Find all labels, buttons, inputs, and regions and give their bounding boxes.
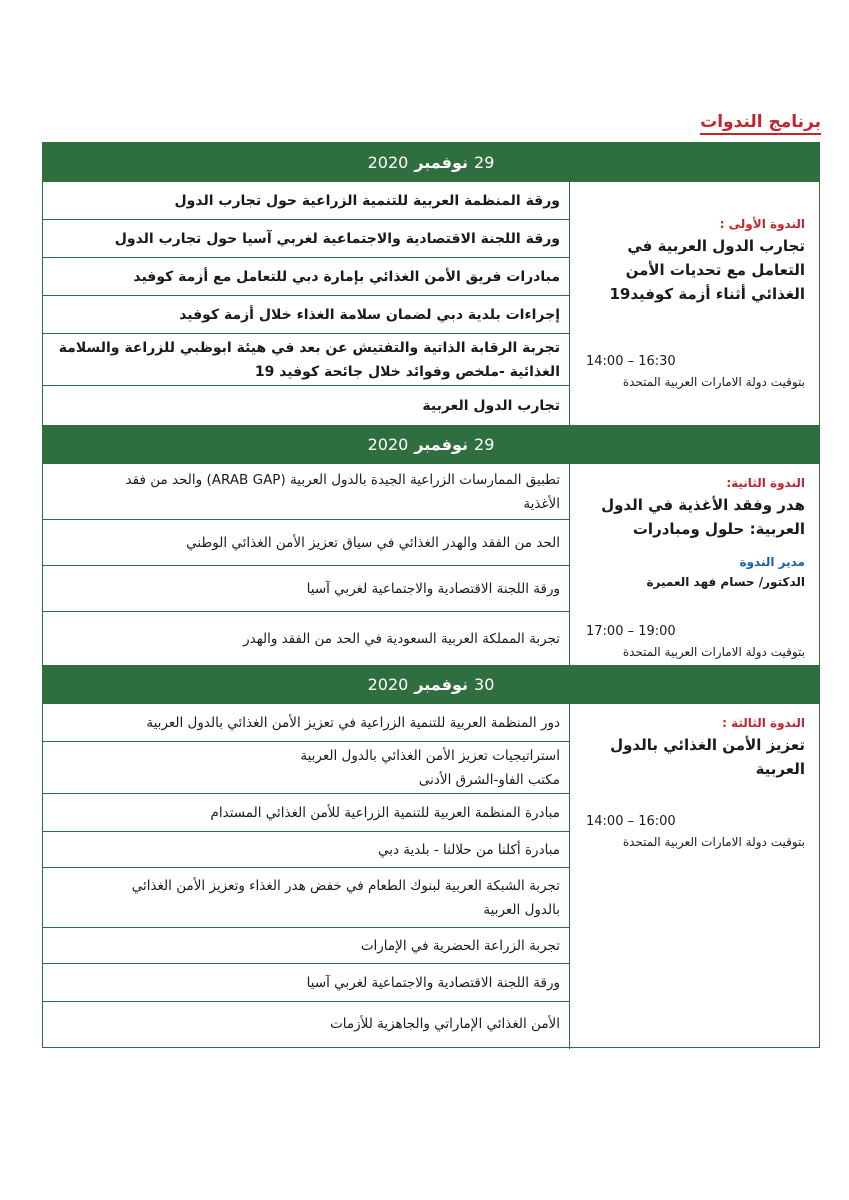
agenda-item-line: الأغذية: [523, 495, 560, 512]
agenda-item-line: تجارب الدول العربية: [422, 397, 560, 414]
session-label: الندوة الثانية:: [726, 476, 805, 490]
agenda-item-line: بالدول العربية: [483, 901, 560, 918]
date-year: 2020: [367, 153, 409, 172]
agenda-items: [43, 182, 570, 425]
moderator-name: الدكتور/ حسام فهد العميرة: [646, 575, 805, 589]
date-year: 2020: [367, 675, 409, 694]
session-title: تجارب الدول العربية في التعامل مع تحديات الأمن الغذائي أثناء أزمة كوفيد19: [609, 237, 805, 303]
agenda-item: [43, 742, 570, 794]
agenda-item: [43, 612, 570, 665]
date-month: نوفمبر: [414, 153, 469, 172]
date-day: 30: [474, 675, 495, 694]
session-title: هدر وفقد الأغذية في الدول العربية: حلول ومبادرات: [601, 496, 805, 538]
agenda-item-line: ورقة اللجنة الاقتصادية والاجتماعية لغربي آسيا حول تجارب الدول: [114, 230, 560, 247]
agenda-item: [43, 386, 570, 425]
agenda-item: [43, 258, 570, 296]
agenda-item: [43, 220, 570, 258]
agenda-item-line: استراتيجيات تعزيز الأمن الغذائي بالدول العربية: [300, 747, 560, 764]
session-heading: [578, 716, 805, 781]
agenda-item-line: مبادرة أكلنا من حلالنا - بلدية دبي: [377, 841, 560, 858]
agenda-item: [43, 832, 570, 868]
agenda-items: [43, 464, 570, 665]
date-day: 29: [474, 435, 495, 454]
agenda-item-line: مكتب الفاو-الشرق الأدنى: [418, 771, 560, 788]
date-month: نوفمبر: [414, 435, 469, 454]
session-heading: [578, 217, 805, 306]
session-info: [569, 464, 819, 665]
agenda-item-line: تجربة المملكة العربية السعودية في الحد من الفقد والهدر: [243, 630, 560, 647]
session-timezone: بتوقيت دولة الامارات العربية المتحدة: [622, 645, 805, 659]
session-heading: [578, 476, 805, 589]
page-title: برنامج الندوات: [700, 112, 821, 135]
date-month: نوفمبر: [414, 675, 469, 694]
agenda-item: [43, 182, 570, 220]
session-timezone: بتوقيت دولة الامارات العربية المتحدة: [622, 835, 805, 849]
agenda-item-line: تجربة الرقابة الذاتية والتفتيش عن بعد في هيئة ابوظبي للزراعة والسلامة: [58, 339, 560, 356]
agenda-item-line: مبادرات فريق الأمن الغذائي بإمارة دبي للتعامل مع أزمة كوفيد: [133, 268, 560, 285]
moderator-label: مدير الندوة: [739, 555, 805, 569]
agenda-item-line: ورقة المنظمة العربية للتنمية الزراعية حول تجارب الدول: [174, 192, 560, 209]
agenda-item-line: الغذائية -ملخص وفوائد خلال جائحة كوفيد 19: [254, 363, 560, 380]
session-info: [569, 704, 819, 1049]
agenda-item-line: تطبيق الممارسات الزراعية الجيدة بالدول العربية (ARAB GAP) والحد من فقد: [125, 471, 560, 488]
agenda-items: [43, 704, 570, 1049]
session-title: تعزيز الأمن الغذائي بالدول العربية: [610, 736, 805, 778]
day-header: [43, 143, 819, 182]
session-label: الندوة الثالثة :: [722, 716, 805, 730]
agenda-item-line: ورقة اللجنة الاقتصادية والاجتماعية لغربي آسيا: [306, 974, 560, 991]
agenda-item: [43, 928, 570, 964]
agenda-item: [43, 1002, 570, 1045]
agenda-item-line: تجربة الزراعة الحضرية في الإمارات: [360, 937, 560, 954]
seminar-program-table: [42, 142, 820, 1048]
agenda-item: [43, 334, 570, 386]
agenda-item-line: تجربة الشبكة العربية لبنوك الطعام في خفض هدر الغذاء وتعزيز الأمن الغذائي: [131, 877, 560, 894]
agenda-item-line: ورقة اللجنة الاقتصادية والاجتماعية لغربي آسيا: [306, 580, 560, 597]
agenda-item-line: مبادرة المنظمة العربية للتنمية الزراعية للأمن الغذائي المستدام: [210, 804, 560, 821]
agenda-item: [43, 868, 570, 928]
day-header: [43, 665, 819, 704]
date-year: 2020: [367, 435, 409, 454]
agenda-item-line: الأمن الغذائي الإماراتي والجاهزية للأزمات: [330, 1015, 560, 1032]
agenda-item: [43, 964, 570, 1002]
agenda-item-line: إجراءات بلدية دبي لضمان سلامة الغذاء خلال أزمة كوفيد: [179, 306, 560, 323]
date-day: 29: [474, 153, 495, 172]
agenda-item-line: دور المنظمة العربية للتنمية الزراعية في تعزيز الأمن الغذائي بالدول العربية: [146, 714, 560, 731]
agenda-item: [43, 296, 570, 334]
session-info: [569, 182, 819, 425]
agenda-item: [43, 566, 570, 612]
agenda-item: [43, 464, 570, 520]
session-label: الندوة الأولى :: [719, 217, 805, 231]
agenda-item: [43, 520, 570, 566]
day-header: [43, 425, 819, 464]
agenda-item-line: الحد من الفقد والهدر الغذائي في سياق تعزيز الأمن الغذائي الوطني: [186, 534, 560, 551]
session-time: 14:00 – 16:30: [586, 354, 676, 369]
agenda-item: [43, 704, 570, 742]
agenda-item: [43, 794, 570, 832]
session-time: 14:00 – 16:00: [586, 814, 676, 829]
session-timezone: بتوقيت دولة الامارات العربية المتحدة: [622, 375, 805, 389]
session-time: 17:00 – 19:00: [586, 624, 676, 639]
